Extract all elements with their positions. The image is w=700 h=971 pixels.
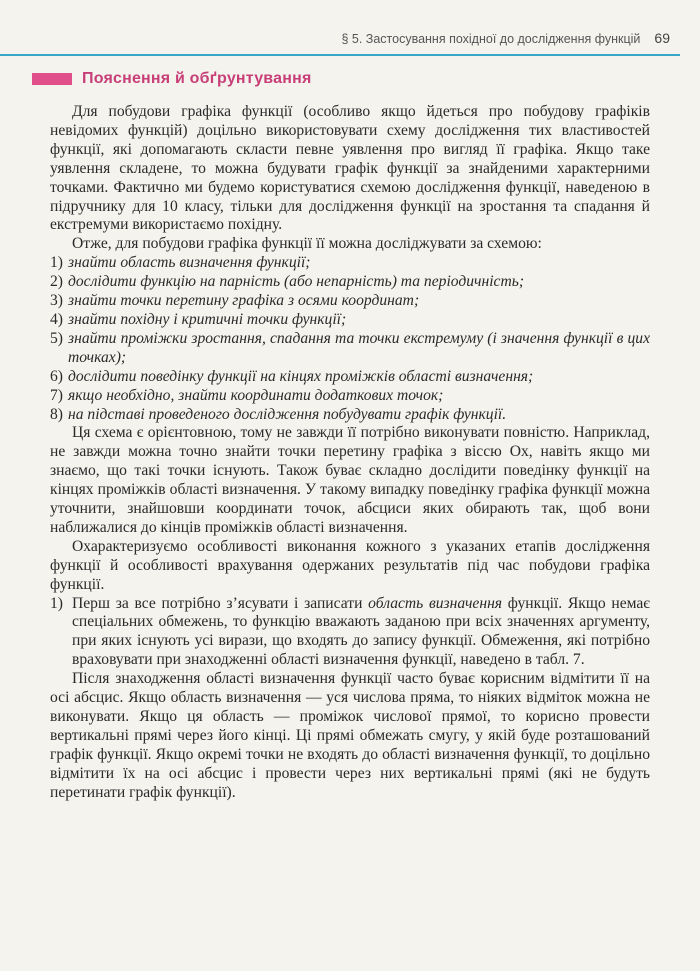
list-item-number: 1) <box>50 254 63 272</box>
list-item-number: 4) <box>50 310 63 328</box>
running-title: § 5. Застосування похідної до дослідження функцій <box>341 32 641 46</box>
list-item-text: якщо необхідно, знайти координати додаткових точок; <box>68 386 444 404</box>
paragraph-1: Для побудови графіка функції (особливо якщо йдеться про побудову графіків невідомих функцій) доцільно використовувати схему дослідження тих властивостей функції, які допомагають скласти певне уявлення про вигляд її графіка. Якщо таке уявлення складене, то можна будувати графік функції за знайденими характерними точками. Фактично ми будемо користуватися схемою дослідження функції, наведеною в підручнику для 10 класу, тільки для дослідження функції на зростання та спадання й екстремуми використаємо похідну. <box>50 103 650 234</box>
list-item-text: дослідити поведінку функції на кінцях проміжків області визначення; <box>68 367 534 385</box>
list-item-number: 2) <box>50 273 63 291</box>
step-1-text <box>72 595 650 671</box>
paragraph-2: Отже, для побудови графіка функції її можна досліджувати за схемою: <box>72 235 542 253</box>
list-item <box>50 292 650 311</box>
section-heading <box>32 70 312 88</box>
list-item <box>50 330 650 368</box>
paragraph-3: Ця схема є орієнтовною, тому не завжди її потрібно виконувати повністю. Наприклад, не завжди можна точно знайти точки перетину графіка з віссю Ox, навіть якщо ми знаємо, що такі точки існують. Також буває складно дослідити поведінку функції на кінцях проміжків області визначення. У такому випадку поведінку графіка функції можна уточнити, знайшовши координати точок, абсциси яких обирають так, щоб вони наближалися до кінців проміжків області визначення. <box>50 424 650 536</box>
running-head <box>341 30 670 46</box>
list-item <box>50 254 650 273</box>
list-item <box>50 406 650 425</box>
list-item-number: 5) <box>50 329 63 347</box>
step-1-text-start: Перш за все потрібно з’ясувати і записати <box>72 594 369 612</box>
list-item-text: знайти точки перетину графіка з осями координат; <box>68 292 420 310</box>
list-item-text: на підставі проведеного дослідження побудувати графік функції. <box>68 405 507 423</box>
list-item-number: 6) <box>50 367 63 385</box>
list-item-text: знайти похідну і критичні точки функції; <box>68 310 347 328</box>
header-rule <box>0 54 680 56</box>
list-item-number: 3) <box>50 292 63 310</box>
section-title: Пояснення й обґрунтування <box>82 70 312 87</box>
paragraph-4: Охарактеризуємо особливості виконання кожного з указаних етапів дослідження функції й особливості врахування одержаних результатів під час побудови графіка функції. <box>50 537 650 593</box>
section-marker <box>32 73 72 85</box>
list-item-text: дослідити функцію на парність (або непарність) та періодичність; <box>68 273 525 291</box>
list-item <box>50 273 650 292</box>
step-1-term: область визначення <box>368 594 503 612</box>
page-number: 69 <box>654 30 670 46</box>
step-1-explanation <box>50 595 650 671</box>
list-item-number: 7) <box>50 386 63 404</box>
list-item <box>50 311 650 330</box>
study-scheme-list <box>50 254 650 424</box>
paragraph-5: Після знаходження області визначення функції часто буває корисним відмітити її на осі абсцис. Якщо область визначення — уся числова пряма, то ніяких відміток можна не виконувати. Якщо ця область — проміжок числової прямої, то корисно провести вертикальні прямі через його кінці. Ці прямі обмежать смугу, у якій буде розташований графік функції. Якщо окремі точки не входять до області визначення функції, то доцільно відмітити їх на осі абсцис і провести через них вертикальні прямі (які не будуть перетинати графік функції). <box>50 670 650 801</box>
list-item <box>50 368 650 387</box>
list-item <box>50 387 650 406</box>
list-item-text: знайти область визначення функції; <box>68 254 311 272</box>
step-1-number: 1) <box>50 594 63 612</box>
step-1-text-end: функції. Якщо немає спеціальних обмежень, то функцію вважають заданою при всіх значеннях аргументу, при яких існують усі вирази, що входять до запису функції. Обмеження, які потрібно враховувати при знаходженні області визначення функції, наведено в табл. 7. <box>72 594 650 669</box>
list-item-text: знайти проміжки зростання, спадання та точки екстремуму (і значення функції в цих точках); <box>68 329 650 366</box>
page-body <box>50 103 650 803</box>
list-item-number: 8) <box>50 405 63 423</box>
